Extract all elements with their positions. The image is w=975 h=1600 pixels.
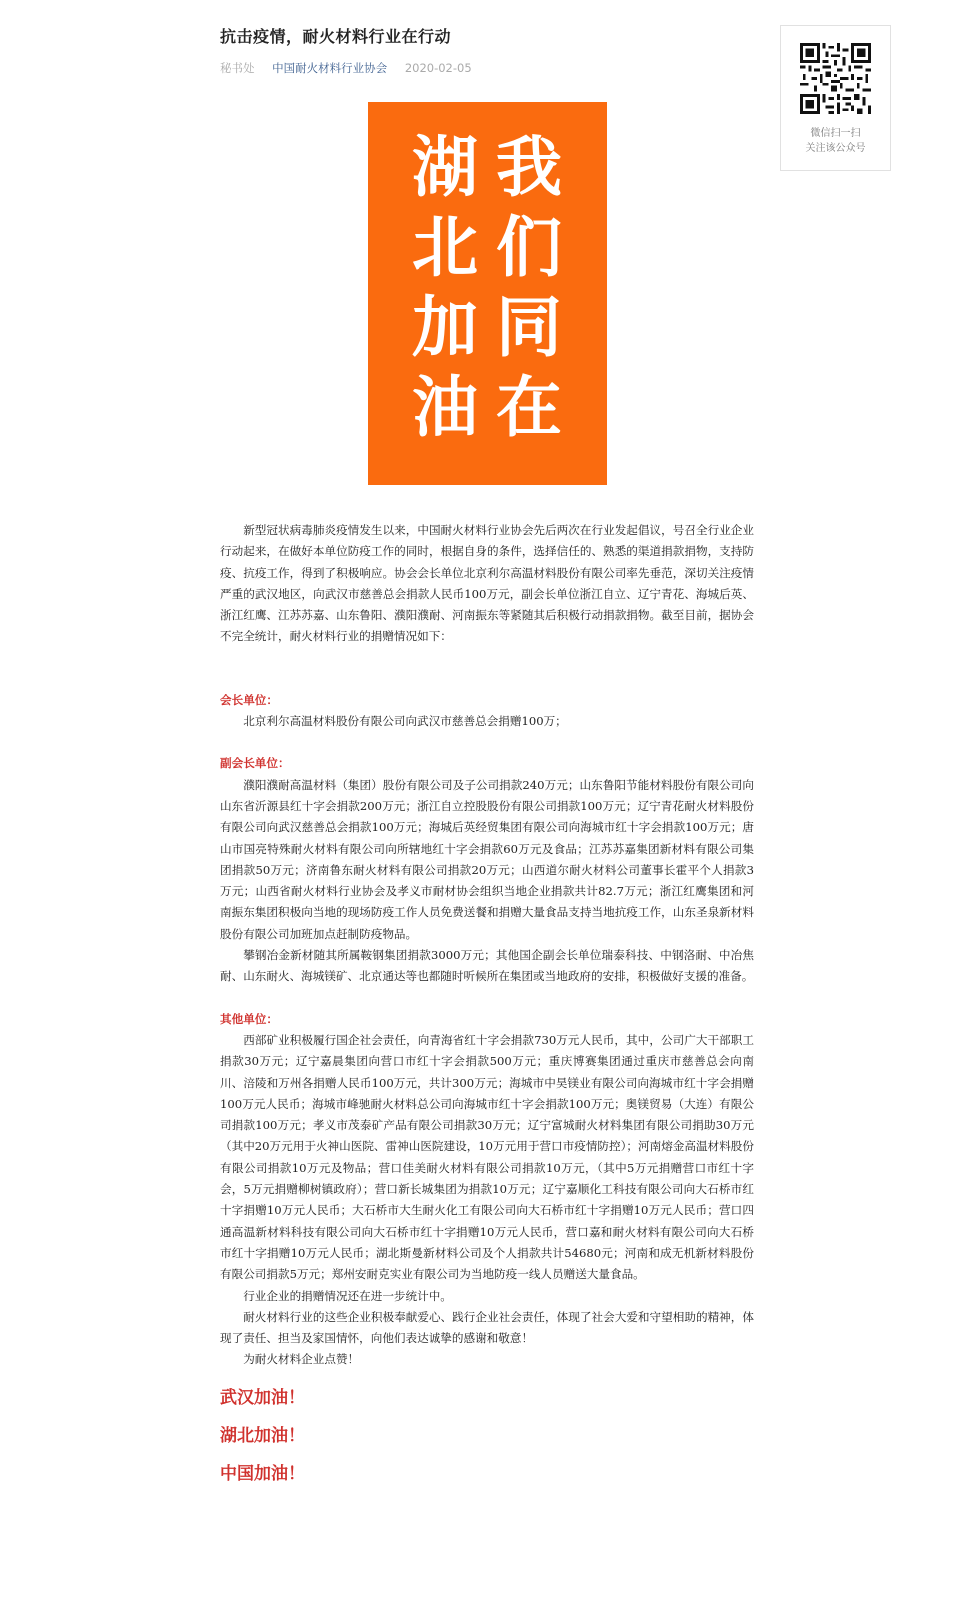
vice-paragraph-2: 攀钢冶金新材随其所属鞍钢集团捐款3000万元；其他国企副会长单位瑞泰科技、中钢洛耐、中冶焦耐、山东耐火、海城镁矿、北京通达等也都随时听候所在集团或当地政府的安排，积极做好支援的准备。 xyxy=(220,948,754,984)
article-meta xyxy=(220,60,755,76)
author-label: 秘书处 xyxy=(220,61,255,75)
vice-paragraph-1: 濮阳濮耐高温材料（集团）股份有限公司及子公司捐款240万元；山东鲁阳节能材料股份有限公司向山东省沂源县红十字会捐款200万元；浙江自立控股股份有限公司捐款100万元；辽宁青花耐火材料股份有限公司向武汉慈善总会捐款100万元；海城后英经贸集团有限公司向海城市红十字会捐款100万元；唐山市国亮特殊耐火材料有限公司向所辖地红十字会捐款60万元及食品；江苏苏嘉集团新材料有限公司集团捐款50万元；济南鲁东耐火材料有限公司捐款20万元；山西道尔耐火材料公司董事长霍平个人捐款3万元；山西省耐火材料行业协会及孝义市耐材协会组织当地企业捐款共计82.7万元；浙江红鹰集团和河南振东集团积极向当地的现场防疫工作人员免费送餐和捐赠大量食品支持当地抗疫工作，山东圣泉新材料股份有限公司加班加点赶制防疫物品。 xyxy=(220,777,754,941)
banner-char: 北 xyxy=(412,209,478,286)
banner-char: 湖 xyxy=(412,129,478,206)
cheer-hubei: 湖北加油！ xyxy=(220,1425,305,1446)
banner-right-column xyxy=(488,128,570,448)
vice-heading: 副会长单位： xyxy=(220,756,290,771)
qr-caption-line1: 微信扫一扫 xyxy=(810,128,861,139)
banner-char: 在 xyxy=(496,369,562,446)
article-header xyxy=(220,26,755,76)
intro-paragraph: 新型冠状病毒肺炎疫情发生以来，中国耐火材料行业协会先后两次在行业发起倡议，号召全行业企业行动起来，在做好本单位防疫工作的同时，根据自身的条件，选择信任的、熟悉的渠道捐款捐物，支持防疫、抗疫工作，得到了积极响应。协会会长单位北京利尔高温材料股份有限公司率先垂范，深切关注疫情严重的武汉地区，向武汉市慈善总会捐款人民币100万元，副会长单位浙江自立、辽宁青花、海城后英、浙江红鹰、江苏苏嘉、山东鲁阳、濮阳濮耐、河南振东等紧随其后积极行动捐款捐物。截至目前，据协会不完全统计，耐火材料行业的捐赠情况如下： xyxy=(220,523,754,644)
banner-char: 们 xyxy=(496,209,562,286)
account-link[interactable]: 中国耐火材料行业协会 xyxy=(272,61,388,75)
president-heading: 会长单位： xyxy=(220,692,278,707)
qr-code-panel xyxy=(780,25,891,171)
others-paragraph: 西部矿业积极履行国企社会责任，向青海省红十字会捐款730万元人民币，其中，公司广大干部职工捐款30万元；辽宁嘉晨集团向营口市红十字会捐款500万元；重庆博赛集团通过重庆市慈善总会向南川、涪陵和万州各捐赠人民币100万元，共计300万元；海城市中昊镁业有限公司向海城市红十字会捐赠100万元人民币；海城市峰驰耐火材料总公司向海城市红十字会捐款100万元；奥镁贸易（大连）有限公司捐款100万元；孝义市茂泰矿产品有限公司捐款30万元；辽宁富城耐火材料集团有限公司捐助30万元（其中20万元用于火神山医院、雷神山医院建设，10万元用于营口市疫情防控）；河南熔金高温材料股份有限公司捐款10万元及物品；营口佳美耐火材料有限公司捐款10万元，（其中5万元捐赠营口市红十字会，5万元捐赠柳树镇政府）；营口新长城集团为捐款10万元；辽宁嘉顺化工科技有限公司向大石桥市红十字捐赠10万元人民币；大石桥市大生耐火化工有限公司向大石桥市红十字捐赠10万元人民币；营口四通高温新材料科技有限公司向大石桥市红十字捐赠10万元人民币，营口嘉和耐火材料有限公司向大石桥市红十字捐赠10万元人民币；湖北斯曼新材料公司及个人捐款共计54680元；河南和成无机新材料股份有限公司捐款5万元；郑州安耐克实业有限公司为当地防疫一线人员赠送大量食品。 xyxy=(220,1032,754,1282)
publish-date: 2020-02-05 xyxy=(404,61,472,75)
banner-char: 油 xyxy=(412,369,478,446)
banner-char: 同 xyxy=(496,289,562,366)
closing-line-2: 耐火材料行业的这些企业积极奉献爱心、践行企业社会责任，体现了社会大爱和守望相助的精神，体现了责任、担当及家国情怀，向他们表达诚挚的感谢和敬意！ xyxy=(220,1309,754,1346)
banner-char: 我 xyxy=(496,129,562,206)
article-body xyxy=(220,520,754,1493)
qr-caption xyxy=(781,126,890,156)
others-heading: 其他单位： xyxy=(220,1011,278,1026)
qr-code-icon xyxy=(800,43,871,114)
cheer-china: 中国加油！ xyxy=(220,1463,305,1484)
support-banner-image xyxy=(368,102,607,485)
president-paragraph: 北京利尔高温材料股份有限公司向武汉市慈善总会捐赠100万； xyxy=(243,714,567,729)
banner-char: 加 xyxy=(412,289,478,366)
qr-caption-line2: 关注该公众号 xyxy=(805,143,866,154)
cheer-wuhan: 武汉加油！ xyxy=(220,1387,305,1408)
article-title: 抗击疫情，耐火材料行业在行动 xyxy=(220,27,452,46)
closing-line-1: 行业企业的捐赠情况还在进一步统计中。 xyxy=(243,1288,452,1303)
banner-left-column xyxy=(404,128,486,448)
closing-line-3: 为耐火材料企业点赞！ xyxy=(243,1352,360,1367)
